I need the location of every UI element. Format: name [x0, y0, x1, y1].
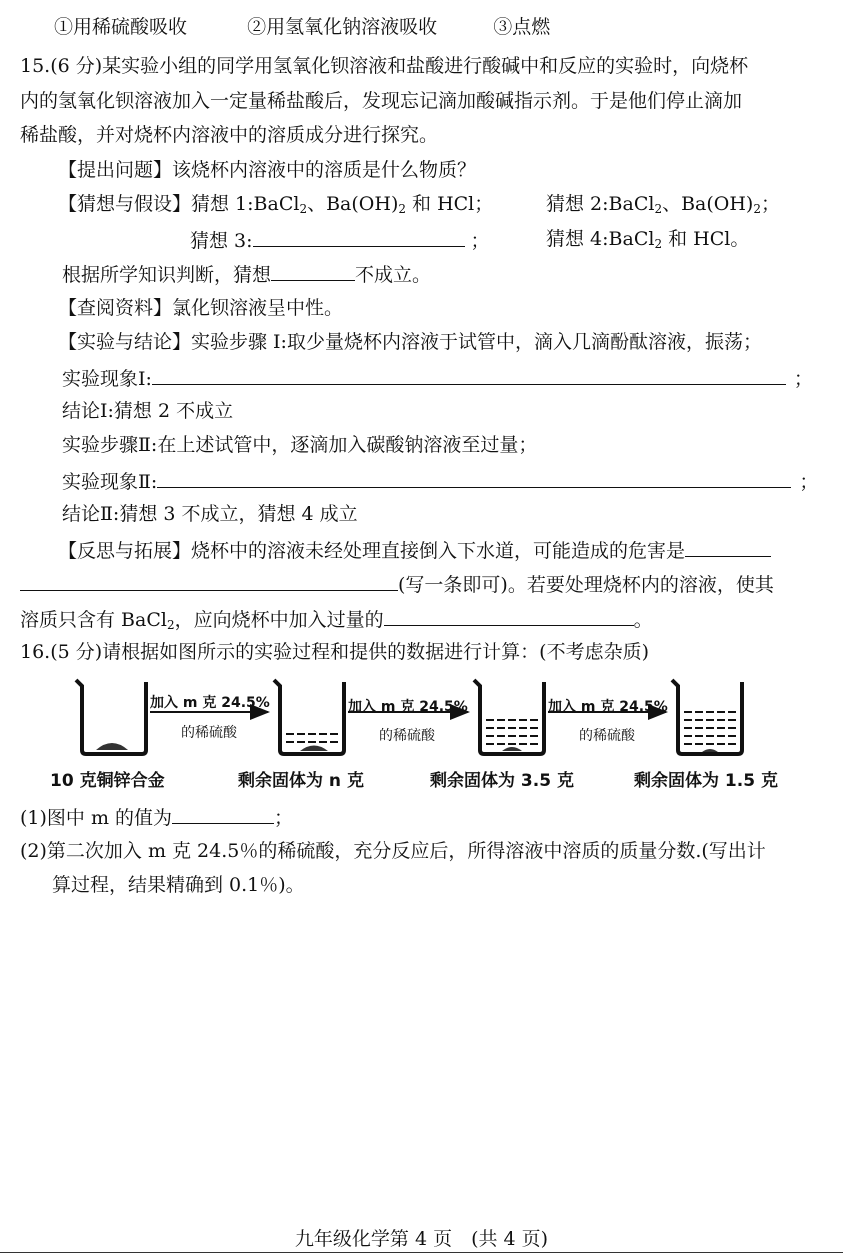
reflect-blank-b[interactable]: [20, 570, 398, 591]
q15-judge: 根据所学知识判断，猜想 不成立。: [62, 260, 431, 288]
hyp1: 猜想 1:BaCl$_2$、$Ba(OH)_2$ 和 HCl；: [191, 193, 494, 216]
hyp3-blank[interactable]: [253, 226, 465, 247]
option-3: ③点燃: [493, 16, 551, 38]
beaker-4: [672, 680, 742, 754]
hyp-label: 【猜想与假设】: [58, 193, 192, 215]
q15-conclusion-1: 结论Ⅰ:猜想 2 不成立: [62, 400, 234, 422]
reflect-blank-a[interactable]: [685, 536, 771, 557]
q16-part-2b: 算过程，结果精确到 0.1％)。: [52, 874, 305, 896]
q15-intro-2: 内的氢氧化钡溶液加入一定量稀盐酸后，发现忘记滴加酸碱指示剂。于是他们停止滴加: [20, 90, 743, 112]
options-line: [54, 14, 550, 40]
q15-conclusion-2: 结论Ⅱ:猜想 3 不成立，猜想 4 成立: [62, 503, 358, 525]
q15-exp2: 实验步骤Ⅱ:在上述试管中，逐滴加入碳酸钠溶液至过量；: [62, 434, 538, 456]
q15-reflect: 【反思与拓展】烧杯中的溶液未经处理直接倒入下水道，可能造成的危害是: [58, 536, 771, 564]
option-2: ②用氢氧化钠溶液吸收: [247, 16, 438, 38]
arrow-3-label-top: 加入 m 克 24.5%: [548, 699, 668, 715]
q15-ask: 【提出问题】该烧杯内溶液中的溶质是什么物质？: [58, 159, 477, 181]
q15-reference: 【查阅资料】氯化钡溶液呈中性。: [58, 297, 344, 319]
q15-intro-3: 稀盐酸，并对烧杯内溶液中的溶质成分进行探究。: [20, 124, 439, 146]
judge-blank[interactable]: [271, 260, 355, 281]
q16-part-1: (1)图中 m 的值为 ；: [20, 803, 293, 831]
phen1-blank[interactable]: [152, 364, 786, 385]
phen2-blank[interactable]: [157, 467, 791, 488]
beaker-3-label: 剩余固体为 3.5 克: [430, 771, 574, 791]
arrow-2-label-bottom: 的稀硫酸: [379, 728, 435, 744]
q15-hypothesis-row-1: [58, 191, 493, 222]
bottom-rule: [0, 1252, 843, 1253]
q15-phenomenon-1: 实验现象Ⅰ: ；: [62, 364, 813, 392]
experiment-diagram: [0, 676, 843, 761]
arrow-1-label-bottom: 的稀硫酸: [181, 725, 237, 741]
beaker-2: [274, 680, 344, 754]
m-value-blank[interactable]: [172, 803, 274, 824]
q16-part-2a: (2)第二次加入 m 克 24.5％的稀硫酸，充分反应后，所得溶液中溶质的质量分数.(写出计: [20, 840, 766, 862]
q15-reflect-3: 溶质只含有 BaCl$_2$，应向烧杯中加入过量的 。: [20, 605, 653, 638]
q15-phenomenon-2: 实验现象Ⅱ: ；: [62, 467, 818, 495]
page-footer: 九年级化学第 4 页 (共 4 页): [294, 1228, 549, 1250]
arrow-1-label-top: 加入 m 克 24.5%: [150, 695, 270, 711]
beaker-1: [76, 680, 146, 754]
arrow-2-label-top: 加入 m 克 24.5%: [348, 699, 468, 715]
reflect-blank-c[interactable]: [384, 605, 634, 626]
beaker-1-label: 10 克铜锌合金: [50, 771, 165, 791]
hyp4: 猜想 4:BaCl$_2$ 和 HCl。: [546, 228, 750, 251]
beaker-2-label: 剩余固体为 n 克: [238, 771, 364, 791]
hyp2: 猜想 2:BaCl$_2$、$Ba(OH)_2$；: [546, 193, 780, 216]
q15-intro-1: 15.(6 分)某实验小组的同学用氢氧化钡溶液和盐酸进行酸碱中和反应的实验时，向烧杯: [20, 55, 749, 77]
beaker-3: [474, 680, 544, 754]
arrow-3-label-bottom: 的稀硫酸: [579, 728, 635, 744]
hyp3: 猜想 3: ；: [190, 226, 490, 254]
q15-exp1: 【实验与结论】实验步骤 I:取少量烧杯内溶液于试管中，滴入几滴酚酞溶液，振荡；: [58, 331, 762, 353]
q16-intro: 16.(5 分)请根据如图所示的实验过程和提供的数据进行计算：(不考虑杂质): [20, 641, 649, 663]
q15-reflect-2: (写一条即可)。若要处理烧杯内的溶液，使其: [20, 570, 774, 598]
option-1: ①用稀硫酸吸收: [54, 16, 188, 38]
beaker-4-label: 剩余固体为 1.5 克: [634, 771, 778, 791]
